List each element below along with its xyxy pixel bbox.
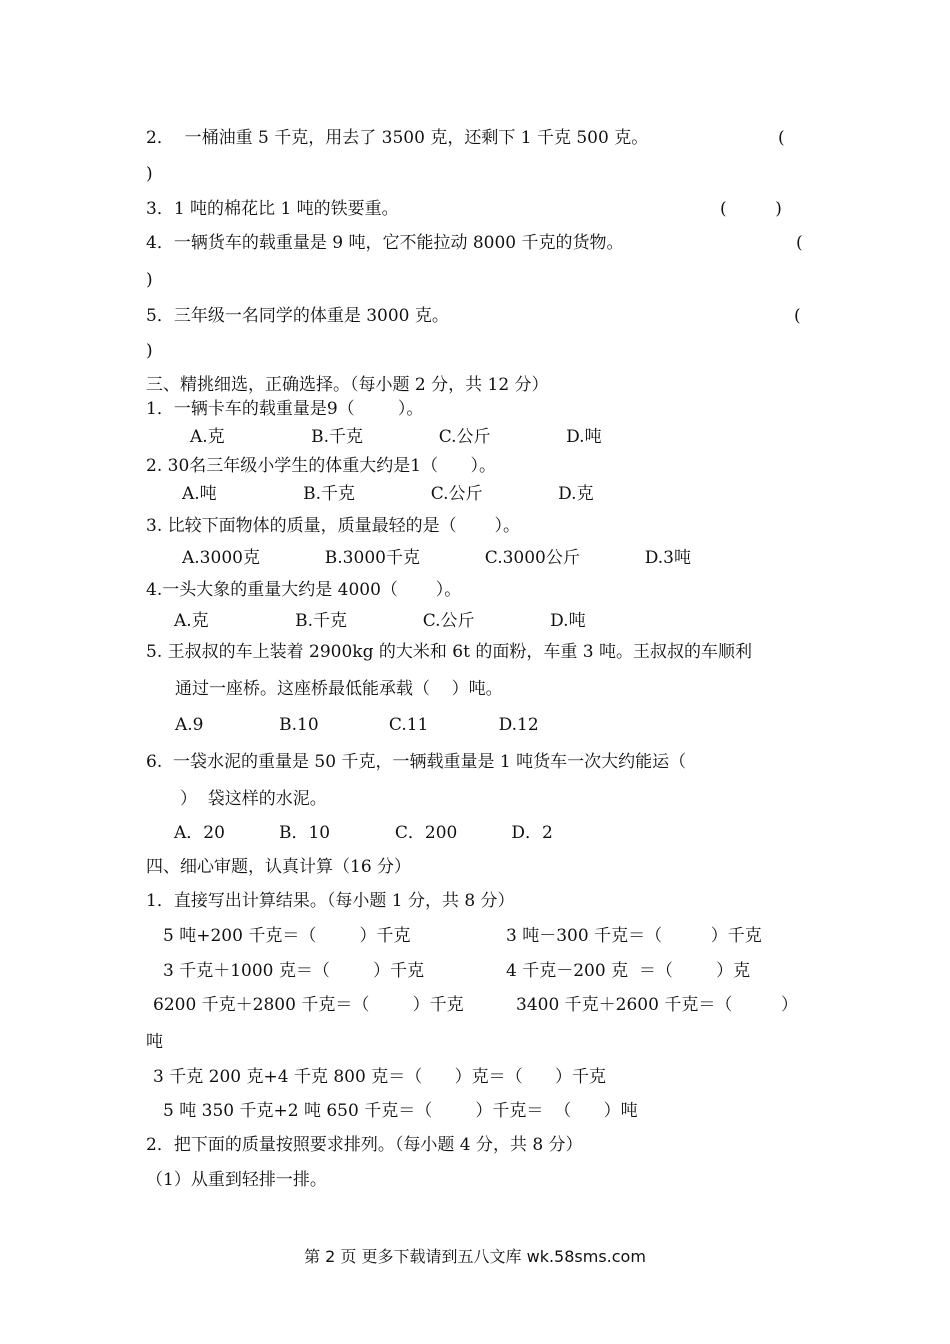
choice-q2-options: A.吨 B.千克 C.公斤 D.克: [182, 484, 594, 504]
page-footer: 第 2 页 更多下载请到五八文库 wk.58sms.com: [304, 1247, 646, 1266]
calc-row5: 5 吨 350 千克+2 吨 650 千克＝（ ）千克＝ （ ）吨: [163, 1101, 638, 1121]
calc-sub2-part1: （1）从重到轻排一排。: [146, 1170, 327, 1190]
section-three-heading: 三、精挑细选，正确选择。（每小题 2 分，共 12 分）: [146, 375, 549, 395]
calc-sub2-heading: 2．把下面的质量按照要求排列。（每小题 4 分，共 8 分）: [146, 1135, 583, 1155]
choice-q6-line1: 6. 一袋水泥的重量是 50 千克，一辆载重量是 1 吨货车一次大约能运（: [146, 752, 687, 772]
choice-q5-options: A.9 B.10 C.11 D.12: [175, 715, 539, 735]
judge-q2-paren-open: (: [778, 128, 785, 148]
section-four-heading: 四、细心审题，认真计算（16 分）: [146, 857, 412, 877]
judge-q3-text: 3．1 吨的棉花比 1 吨的铁要重。: [146, 199, 399, 219]
judge-q4-text: 4．一辆货车的载重量是 9 吨，它不能拉动 8000 千克的货物。: [146, 233, 624, 253]
calc-row3-right: 3400 千克＋2600 千克＝（ ）: [516, 995, 798, 1015]
calc-row2-left: 3 千克＋1000 克＝（ ）千克: [163, 961, 425, 981]
calc-row2-right: 4 千克－200 克 ＝（ ）克: [506, 961, 751, 981]
choice-q1: 1．一辆卡车的载重量是9（ ）。: [146, 399, 424, 419]
calc-row4: 3 千克 200 克+4 千克 800 克＝（ ）克＝（ ）千克: [153, 1067, 607, 1087]
choice-q3: 3. 比较下面物体的质量，质量最轻的是（ ）。: [146, 516, 520, 536]
calc-sub1-heading: 1．直接写出计算结果。（每小题 1 分，共 8 分）: [146, 891, 515, 911]
judge-q5-text: 5．三年级一名同学的体重是 3000 克。: [146, 306, 449, 326]
choice-q4: 4.一头大象的重量大约是 4000（ ）。: [146, 580, 462, 600]
choice-q6-options: A．20 B．10 C．200 D．2: [174, 823, 553, 843]
choice-q6-line2: ） 袋这样的水泥。: [180, 789, 327, 809]
calc-row3-left: 6200 千克＋2800 千克＝（ ）千克: [153, 995, 464, 1015]
judge-q3-parens: ( ): [720, 199, 782, 219]
calc-row3-unit: 吨: [146, 1032, 163, 1052]
calc-row1-left: 5 吨+200 千克＝（ ）千克: [163, 926, 411, 946]
choice-q5-line2: 通过一座桥。这座桥最低能承载（ ）吨。: [175, 679, 503, 699]
choice-q1-options: A.克 B.千克 C.公斤 D.吨: [190, 427, 602, 447]
judge-q4-paren-close: ): [146, 270, 153, 290]
judge-q2-paren-close: ): [146, 164, 153, 184]
judge-q5-paren-open: (: [794, 306, 801, 326]
choice-q4-options: A.克 B.千克 C.公斤 D.吨: [174, 611, 586, 631]
judge-q5-paren-close: ): [146, 341, 153, 361]
choice-q5-line1: 5. 王叔叔的车上装着 2900kg 的大米和 6t 的面粉，车重 3 吨。王叔叔的车顺利: [146, 642, 752, 662]
judge-q2-text: 2． 一桶油重 5 千克，用去了 3500 克，还剩下 1 千克 500 克。: [146, 128, 649, 148]
judge-q4-paren-open: (: [796, 233, 803, 253]
choice-q3-options: A.3000克 B.3000千克 C.3000公斤 D.3吨: [182, 548, 691, 568]
calc-row1-right: 3 吨－300 千克＝（ ）千克: [506, 926, 762, 946]
choice-q2: 2. 30名三年级小学生的体重大约是1（ ）。: [146, 456, 496, 476]
